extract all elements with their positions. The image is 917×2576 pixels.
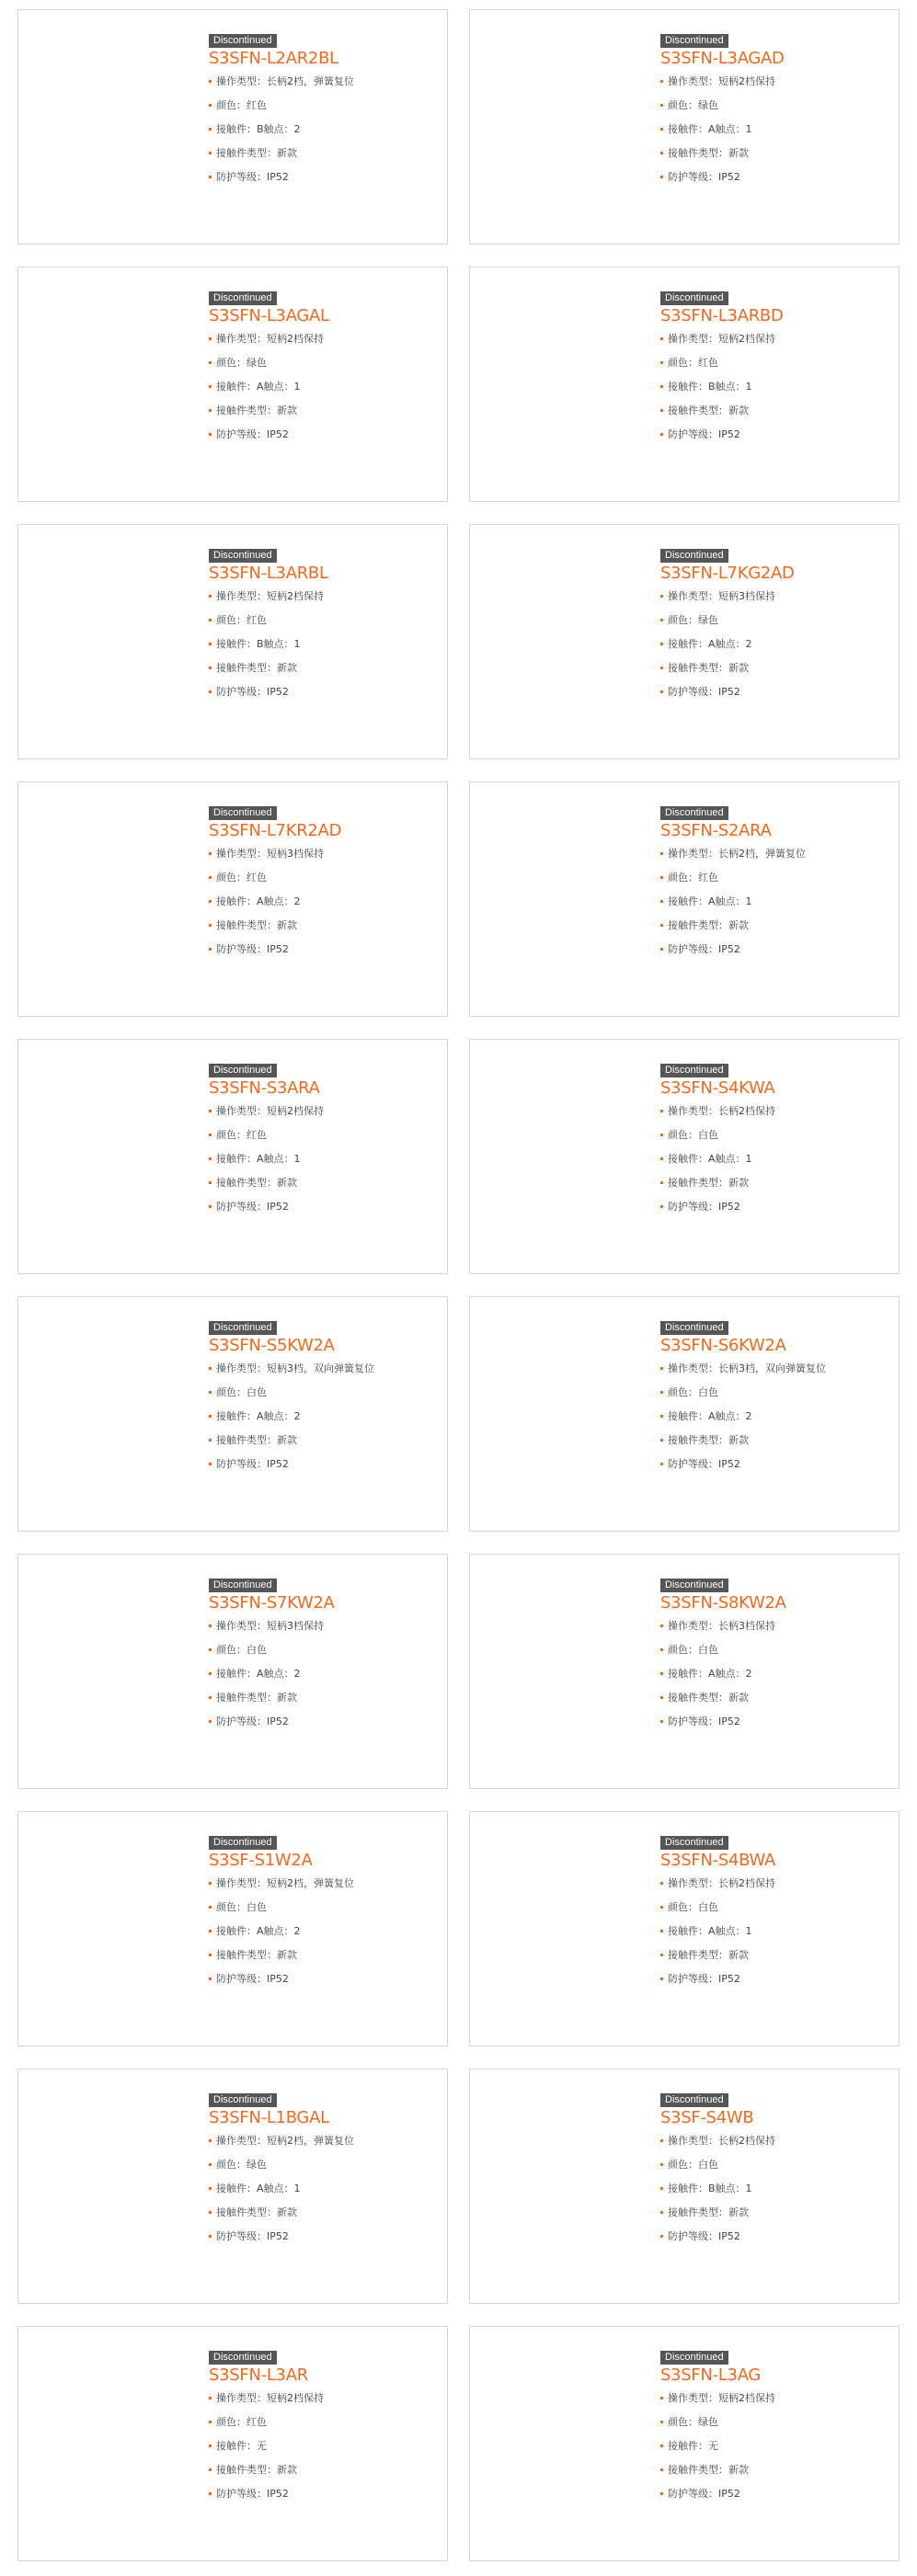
spec-color: 颜色：绿色: [660, 2411, 890, 2434]
spec-contact: 接触件：B触点：1: [660, 375, 890, 399]
spec-operation: 操作类型：短柄3档，双向弹簧复位: [209, 1357, 439, 1381]
discontinued-badge: Discontinued: [660, 1064, 728, 1077]
spec-operation: 操作类型：短柄3档保持: [209, 1614, 439, 1638]
discontinued-badge: Discontinued: [660, 291, 728, 305]
product-model-link[interactable]: S3SFN-S2ARA: [660, 821, 772, 840]
spec-contact: 接触件：A触点：1: [660, 1920, 890, 1943]
spec-protection: 防护等级：IP52: [660, 423, 890, 447]
spec-operation: 操作类型：长柄2档保持: [660, 2129, 890, 2153]
product-model-link[interactable]: S3SFN-L3ARBD: [660, 306, 784, 325]
spec-color: 颜色：白色: [660, 2153, 890, 2177]
spec-color: 颜色：红色: [209, 1123, 439, 1147]
spec-protection: 防护等级：IP52: [209, 2482, 439, 2506]
product-card: [469, 781, 900, 1017]
spec-contact: 接触件：A触点：1: [209, 1147, 439, 1171]
spec-list: [660, 842, 890, 962]
product-card-content: [209, 2089, 439, 2249]
discontinued-badge: Discontinued: [660, 1579, 728, 1592]
spec-color: 颜色：红色: [209, 94, 439, 118]
spec-list: [660, 2387, 890, 2506]
product-card: [17, 1811, 448, 2046]
product-card: [17, 1296, 448, 1532]
spec-contact-type: 接触件类型：新款: [209, 656, 439, 680]
spec-operation: 操作类型：长柄2档保持: [660, 1100, 890, 1123]
spec-protection: 防护等级：IP52: [660, 680, 890, 704]
product-card: [469, 1554, 900, 1789]
product-card-content: [209, 1831, 439, 1991]
discontinued-badge: Discontinued: [660, 1321, 728, 1335]
spec-protection: 防护等级：IP52: [660, 1710, 890, 1734]
spec-contact: 接触件：A触点：2: [209, 1405, 439, 1429]
spec-operation: 操作类型：短柄2档保持: [660, 70, 890, 94]
spec-protection: 防护等级：IP52: [209, 680, 439, 704]
discontinued-badge: Discontinued: [209, 806, 277, 820]
product-model-link[interactable]: S3SFN-S3ARA: [209, 1078, 320, 1098]
spec-color: 颜色：红色: [660, 351, 890, 375]
product-card-content: [660, 29, 890, 189]
product-card-content: [660, 287, 890, 447]
product-card-content: [209, 29, 439, 189]
spec-color: 颜色：红色: [660, 866, 890, 890]
spec-operation: 操作类型：长柄2档，弹簧复位: [209, 70, 439, 94]
spec-list: [209, 842, 439, 962]
spec-color: 颜色：绿色: [660, 94, 890, 118]
spec-protection: 防护等级：IP52: [209, 938, 439, 962]
discontinued-badge: Discontinued: [660, 2093, 728, 2107]
product-model-link[interactable]: S3SFN-S5KW2A: [209, 1336, 335, 1355]
product-card-content: [660, 1059, 890, 1219]
product-card: [469, 1039, 900, 1274]
spec-contact-type: 接触件类型：新款: [209, 1429, 439, 1453]
spec-contact-type: 接触件类型：新款: [660, 1171, 890, 1195]
spec-contact: 接触件：A触点：2: [209, 1662, 439, 1686]
spec-list: [209, 1100, 439, 1219]
spec-protection: 防护等级：IP52: [209, 1195, 439, 1219]
spec-color: 颜色：白色: [209, 1638, 439, 1662]
spec-protection: 防护等级：IP52: [209, 1710, 439, 1734]
spec-color: 颜色：绿色: [209, 2153, 439, 2177]
product-card: [17, 1039, 448, 1274]
product-card: [17, 9, 448, 245]
spec-operation: 操作类型：长柄2档保持: [660, 1872, 890, 1896]
spec-protection: 防护等级：IP52: [209, 165, 439, 189]
spec-contact-type: 接触件类型：新款: [209, 1686, 439, 1710]
product-card-content: [209, 287, 439, 447]
product-card: [469, 1296, 900, 1532]
spec-contact: 接触件：B触点：1: [660, 2177, 890, 2201]
spec-color: 颜色：白色: [209, 1381, 439, 1405]
spec-list: [209, 2387, 439, 2506]
spec-operation: 操作类型：短柄2档保持: [209, 1100, 439, 1123]
product-card: [17, 2326, 448, 2561]
discontinued-badge: Discontinued: [660, 2351, 728, 2365]
product-card-content: [209, 802, 439, 962]
discontinued-badge: Discontinued: [209, 1836, 277, 1850]
product-card: [469, 2069, 900, 2304]
spec-operation: 操作类型：短柄2档保持: [660, 2387, 890, 2411]
spec-list: [209, 1872, 439, 1991]
spec-protection: 防护等级：IP52: [660, 2225, 890, 2249]
spec-protection: 防护等级：IP52: [660, 1967, 890, 1991]
spec-list: [209, 327, 439, 447]
discontinued-badge: Discontinued: [209, 2351, 277, 2365]
spec-protection: 防护等级：IP52: [209, 1453, 439, 1476]
spec-list: [660, 2129, 890, 2249]
product-model-link[interactable]: S3SFN-L3AGAD: [660, 49, 785, 68]
product-model-link[interactable]: S3SFN-L7KR2AD: [209, 821, 342, 840]
product-card-content: [660, 1574, 890, 1734]
discontinued-badge: Discontinued: [660, 806, 728, 820]
spec-contact-type: 接触件类型：新款: [660, 1429, 890, 1453]
product-card: [17, 1554, 448, 1789]
spec-color: 颜色：红色: [209, 866, 439, 890]
spec-protection: 防护等级：IP52: [660, 938, 890, 962]
discontinued-badge: Discontinued: [660, 34, 728, 48]
product-card-content: [209, 2346, 439, 2506]
spec-contact: 接触件：A触点：1: [660, 890, 890, 914]
spec-protection: 防护等级：IP52: [660, 2482, 890, 2506]
product-card: [17, 267, 448, 502]
spec-list: [209, 1614, 439, 1734]
spec-operation: 操作类型：短柄2档保持: [209, 327, 439, 351]
spec-contact-type: 接触件类型：新款: [660, 914, 890, 938]
spec-contact-type: 接触件类型：新款: [660, 1943, 890, 1967]
spec-list: [209, 70, 439, 189]
spec-list: [209, 1357, 439, 1476]
product-model-link[interactable]: S3SFN-L1BGAL: [209, 2108, 329, 2127]
product-card-content: [209, 1316, 439, 1476]
product-card: [17, 781, 448, 1017]
product-card-content: [660, 544, 890, 704]
spec-list: [660, 327, 890, 447]
spec-list: [209, 585, 439, 704]
spec-contact: 接触件：B触点：1: [209, 633, 439, 656]
spec-contact-type: 接触件类型：新款: [660, 1686, 890, 1710]
product-model-link[interactable]: S3SFN-S4BWA: [660, 1851, 776, 1870]
spec-contact: 接触件：A触点：1: [209, 375, 439, 399]
spec-contact-type: 接触件类型：新款: [209, 2458, 439, 2482]
spec-color: 颜色：白色: [209, 1896, 439, 1920]
spec-protection: 防护等级：IP52: [660, 165, 890, 189]
product-model-link[interactable]: S3SFN-L3AG: [660, 2365, 762, 2385]
product-card-content: [660, 2089, 890, 2249]
spec-list: [660, 1100, 890, 1219]
spec-color: 颜色：绿色: [209, 351, 439, 375]
product-model-link[interactable]: S3SFN-S8KW2A: [660, 1593, 786, 1613]
spec-contact: 接触件：A触点：2: [209, 890, 439, 914]
product-card: [469, 267, 900, 502]
spec-list: [660, 1614, 890, 1734]
spec-protection: 防护等级：IP52: [660, 1453, 890, 1476]
spec-contact: 接触件：无: [209, 2434, 439, 2458]
spec-list: [660, 1872, 890, 1991]
spec-contact: 接触件：A触点：2: [660, 1662, 890, 1686]
spec-contact: 接触件：B触点：2: [209, 118, 439, 142]
spec-color: 颜色：白色: [660, 1896, 890, 1920]
spec-contact: 接触件：A触点：2: [660, 1405, 890, 1429]
product-model-link[interactable]: S3SFN-L3AR: [209, 2365, 308, 2385]
spec-color: 颜色：白色: [660, 1381, 890, 1405]
spec-contact-type: 接触件类型：新款: [660, 2201, 890, 2225]
product-card: [469, 2326, 900, 2561]
spec-protection: 防护等级：IP52: [209, 2225, 439, 2249]
spec-list: [209, 2129, 439, 2249]
product-card: [469, 524, 900, 759]
spec-operation: 操作类型：长柄2档，弹簧复位: [660, 842, 890, 866]
spec-list: [660, 585, 890, 704]
spec-operation: 操作类型：短柄3档保持: [660, 585, 890, 609]
spec-color: 颜色：红色: [209, 609, 439, 633]
spec-contact-type: 接触件类型：新款: [660, 656, 890, 680]
discontinued-badge: Discontinued: [209, 1579, 277, 1592]
product-model-link[interactable]: S3SFN-L3ARBL: [209, 564, 328, 583]
spec-color: 颜色：白色: [660, 1638, 890, 1662]
spec-protection: 防护等级：IP52: [209, 423, 439, 447]
spec-contact: 接触件：无: [660, 2434, 890, 2458]
product-card-content: [660, 1831, 890, 1991]
product-card-content: [660, 802, 890, 962]
product-card: [17, 2069, 448, 2304]
spec-color: 颜色：红色: [209, 2411, 439, 2434]
spec-contact-type: 接触件类型：新款: [660, 2458, 890, 2482]
spec-contact-type: 接触件类型：新款: [209, 914, 439, 938]
spec-operation: 操作类型：短柄2档保持: [209, 585, 439, 609]
spec-contact-type: 接触件类型：新款: [209, 142, 439, 165]
spec-operation: 操作类型：短柄2档保持: [660, 327, 890, 351]
product-card-content: [660, 1316, 890, 1476]
discontinued-badge: Discontinued: [209, 34, 277, 48]
discontinued-badge: Discontinued: [660, 549, 728, 563]
spec-contact: 接触件：A触点：1: [660, 118, 890, 142]
spec-operation: 操作类型：短柄2档，弹簧复位: [209, 2129, 439, 2153]
spec-color: 颜色：绿色: [660, 609, 890, 633]
spec-operation: 操作类型：长柄3档保持: [660, 1614, 890, 1638]
product-model-link[interactable]: S3SFN-L2AR2BL: [209, 49, 338, 68]
spec-contact-type: 接触件类型：新款: [209, 1943, 439, 1967]
product-card: [17, 524, 448, 759]
spec-protection: 防护等级：IP52: [209, 1967, 439, 1991]
discontinued-badge: Discontinued: [209, 291, 277, 305]
spec-operation: 操作类型：短柄2档保持: [209, 2387, 439, 2411]
spec-contact-type: 接触件类型：新款: [660, 399, 890, 423]
spec-contact: 接触件：A触点：2: [660, 633, 890, 656]
product-model-link[interactable]: S3SFN-S6KW2A: [660, 1336, 786, 1355]
product-card-content: [660, 2346, 890, 2506]
spec-contact: 接触件：A触点：1: [660, 1147, 890, 1171]
product-model-link[interactable]: S3SFN-S7KW2A: [209, 1593, 335, 1613]
discontinued-badge: Discontinued: [209, 1064, 277, 1077]
product-card-content: [209, 1574, 439, 1734]
product-model-link[interactable]: S3SFN-L7KG2AD: [660, 564, 795, 583]
product-card-content: [209, 1059, 439, 1219]
product-card: [469, 9, 900, 245]
spec-color: 颜色：白色: [660, 1123, 890, 1147]
spec-contact-type: 接触件类型：新款: [209, 399, 439, 423]
spec-contact: 接触件：A触点：1: [209, 2177, 439, 2201]
spec-contact-type: 接触件类型：新款: [660, 142, 890, 165]
spec-contact: 接触件：A触点：2: [209, 1920, 439, 1943]
spec-operation: 操作类型：短柄3档保持: [209, 842, 439, 866]
discontinued-badge: Discontinued: [209, 2093, 277, 2107]
product-model-link[interactable]: S3SF-S1W2A: [209, 1851, 313, 1870]
product-model-link[interactable]: S3SFN-L3AGAL: [209, 306, 329, 325]
product-model-link[interactable]: S3SFN-S4KWA: [660, 1078, 775, 1098]
discontinued-badge: Discontinued: [209, 1321, 277, 1335]
spec-contact-type: 接触件类型：新款: [209, 1171, 439, 1195]
discontinued-badge: Discontinued: [209, 549, 277, 563]
discontinued-badge: Discontinued: [660, 1836, 728, 1850]
spec-list: [660, 70, 890, 189]
spec-operation: 操作类型：短柄2档，弹簧复位: [209, 1872, 439, 1896]
spec-operation: 操作类型：长柄3档，双向弹簧复位: [660, 1357, 890, 1381]
spec-protection: 防护等级：IP52: [660, 1195, 890, 1219]
product-model-link[interactable]: S3SF-S4WB: [660, 2108, 754, 2127]
product-card: [469, 1811, 900, 2046]
spec-contact-type: 接触件类型：新款: [209, 2201, 439, 2225]
product-card-content: [209, 544, 439, 704]
spec-list: [660, 1357, 890, 1476]
